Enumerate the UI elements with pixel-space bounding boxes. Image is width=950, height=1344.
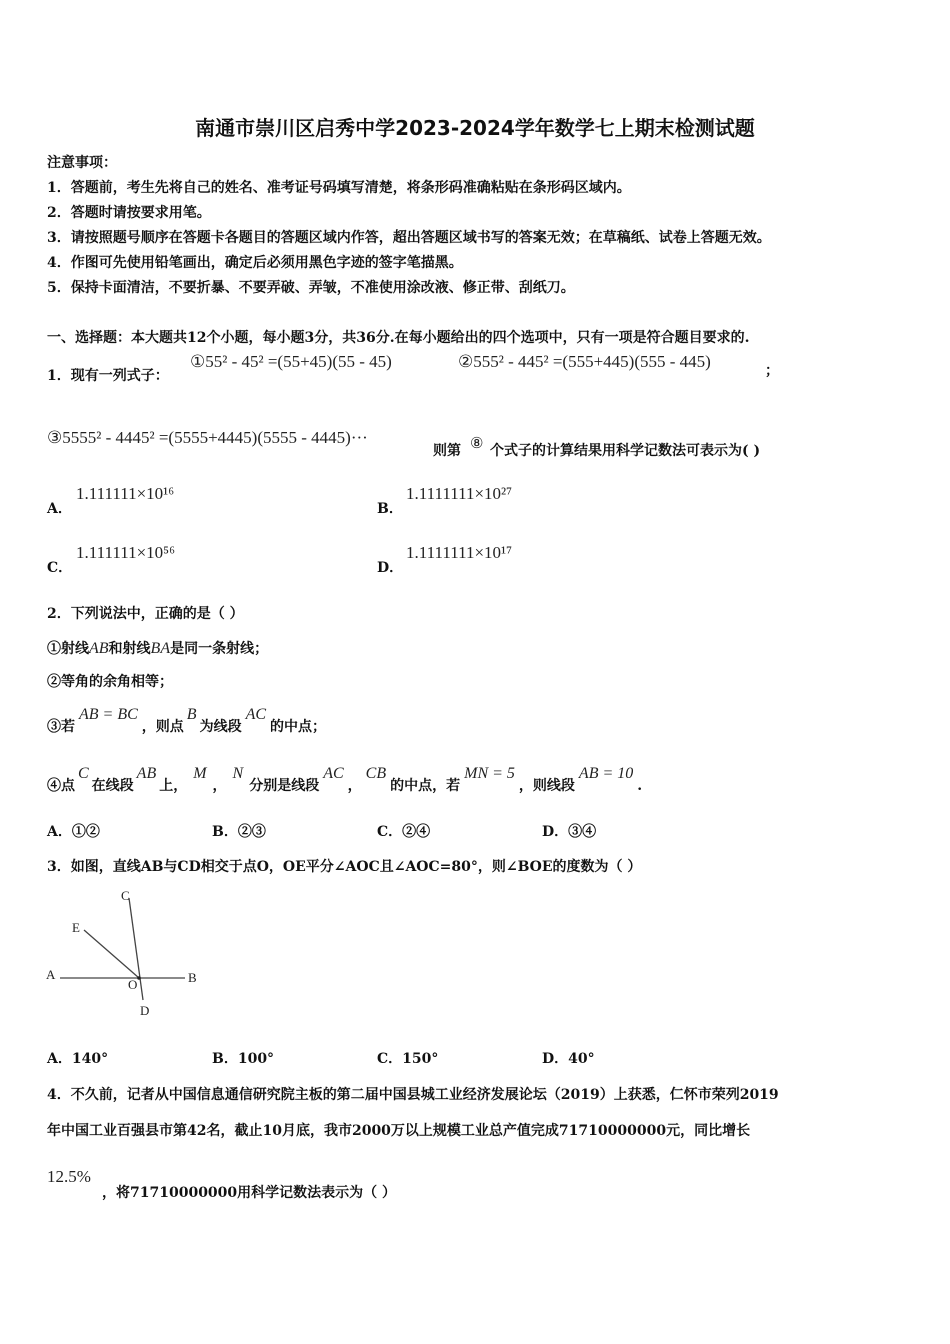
q3-figure	[40, 882, 210, 1027]
q3-option-a: A．140°	[47, 1051, 109, 1067]
q4-line-2: 年中国工业百强县市第42名，截止10月底，我市2000万以上规模工业总产值完成71710000000元，同比增长	[47, 1123, 751, 1139]
q1-option-d-label: D．	[377, 560, 404, 576]
q1-formula-2: ②555² - 445² =(555+445)(555 - 445)	[458, 352, 711, 371]
q2-statement-1: ①射线AB和射线BA是同一条射线；	[47, 640, 269, 657]
label-o: O	[128, 977, 138, 992]
q1-option-a-label: A．	[47, 501, 72, 517]
note-item: 5．保持卡面清洁，不要折暴、不要弄破、弄皱，不准使用涂改液、修正带、刮纸刀。	[47, 280, 575, 296]
q2-statement-2: ②等角的余角相等；	[47, 674, 173, 690]
q4-line-1: 4．不久前，记者从中国信息通信研究院主板的第二届中国县城工业经济发展论坛（2019）上获悉，仁怀市荣列2019	[47, 1087, 779, 1103]
label-e: E	[72, 920, 80, 935]
q1-separator: ；	[765, 363, 779, 379]
q4-line-3: ，将71710000000用科学记数法表示为（ ）	[102, 1185, 397, 1201]
point-o	[137, 976, 141, 980]
q3-stem: 3．如图，直线AB与CD相交于点O，OE平分∠AOC且∠AOC=80°，则∠BOE的度数为（ ）	[47, 859, 642, 875]
notes-heading: 注意事项：	[47, 155, 117, 171]
q1-option-b-label: B．	[377, 501, 403, 517]
q2-option-b: B．②③	[212, 824, 266, 840]
q1-option-b-value: 1.1111111×10²⁷	[406, 484, 513, 503]
q1-tail-b: 个式子的计算结果用科学记数法可表示为( )	[490, 443, 761, 459]
q1-formula-3: ③5555² - 4445² =(5555+4445)(5555 - 4445)···	[47, 428, 368, 447]
q1-option-c-label: C．	[47, 560, 73, 576]
q2-statement-4: ④点C在线段AB上，M，N分别是线段AC，CB的中点，若MN = 5，则线段AB = 10.	[47, 765, 643, 794]
note-item: 1．答题前，考生先将自己的姓名、准考证号码填写清楚，将条形码准确粘贴在条形码区域内。	[47, 180, 631, 196]
label-a: A	[46, 967, 56, 982]
q1-option-c-value: 1.111111×10⁵⁶	[76, 543, 176, 562]
q1-option-d-value: 1.1111111×10¹⁷	[406, 543, 513, 562]
q1-formula-1: ①55² - 45² =(55+45)(55 - 45)	[190, 352, 392, 371]
q2-option-d: D．③④	[542, 824, 597, 840]
q2-option-c: C．②④	[377, 824, 431, 840]
label-c: C	[121, 888, 130, 903]
q1-stem: 1．现有一列式子：	[47, 368, 169, 384]
label-d: D	[140, 1003, 150, 1018]
q4-percent: 12.5%	[47, 1167, 91, 1186]
q2-statement-3: ③若AB = BC，则点B为线段AC的中点；	[47, 706, 327, 735]
note-item: 2．答题时请按要求用笔。	[47, 205, 211, 221]
ray-oe	[84, 930, 139, 978]
label-b: B	[188, 970, 197, 985]
note-item: 3．请按照题号顺序在答题卡各题目的答题区域内作答，超出答题区域书写的答案无效；在草稿纸、试卷上答题无效。	[47, 230, 771, 246]
q2-option-a: A．①②	[47, 824, 100, 840]
q1-tail-a: 则第	[433, 443, 461, 459]
q3-option-b: B．100°	[212, 1051, 275, 1067]
q1-option-a-value: 1.111111×10¹⁶	[76, 484, 175, 503]
section-heading: 一、选择题：本大题共12个小题，每小题3分，共36分.在每小题给出的四个选项中，只有一项是符合题目要求的.	[47, 330, 750, 346]
note-item: 4．作图可先使用铅笔画出，确定后必须用黑色字迹的签字笔描黑。	[47, 255, 463, 271]
q3-option-c: C．150°	[377, 1051, 439, 1067]
page-title: 南通市崇川区启秀中学2023-2024学年数学七上期末检测试题	[195, 116, 755, 140]
q1-circled-eight: ⑧	[470, 436, 484, 452]
q3-option-d: D．40°	[542, 1051, 595, 1067]
q2-stem: 2．下列说法中，正确的是（ ）	[47, 606, 244, 622]
